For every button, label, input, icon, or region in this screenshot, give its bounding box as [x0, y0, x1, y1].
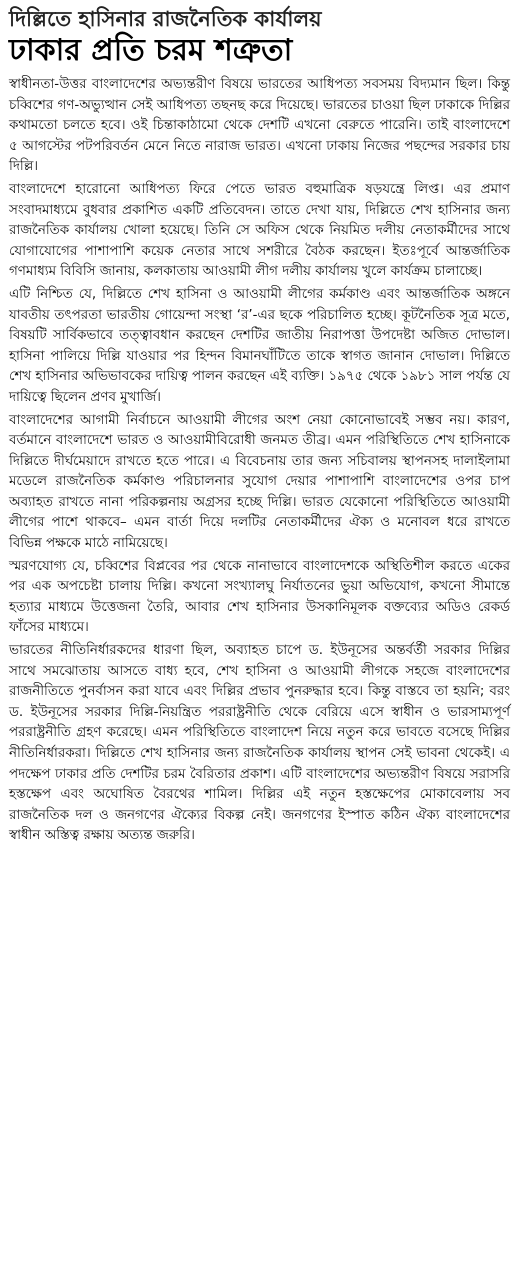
paragraph-2: বাংলাদেশে হারোনো আধিপত্য ফিরে পেতে ভারত বহুমাত্রিক ষড়যন্ত্রে লিপ্ত। এর প্রমাণ সংবাদমাধ্যমে বুধবার প্রকাশিত একটি প্রতিবেদন। তাতে দেখা যায়, দিল্লিতে শেখ হাসিনার জন্য রাজনৈতিক কার্যালয় খোলা হয়েছে। তিনি সে অফিস থেকে নিয়মিত দলীয় নেতাকর্মীদের সাথে যোগাযোগের পাশাপাশি কয়েক নেতার সাথে সশরীরে বৈঠক করছেন। ইতঃপূর্বে আন্তর্জাতিক গণমাধ্যম বিবিসি জানায়, কলকাতায় আওয়ামী লীগ দলীয় কার্যালয় খুলে কার্যক্রম চালাচ্ছে। [9, 181, 510, 280]
article-kicker: দিল্লিতে হাসিনার রাজনৈতিক কার্যালয় [9, 7, 322, 31]
paragraph-3: এটি নিশ্চিত যে, দিল্লিতে শেখ হাসিনা ও আওয়ামী লীগের কর্মকাণ্ড এবং আন্তর্জাতিক অঙ্গনে যাবতীয় তৎপরতা ভারতীয় গোয়েন্দা সংস্থা ‘র’-এর ছকে পরিচালিত হচ্ছে। কূটনৈতিক সূত্র মতে, বিষয়টি সার্বিকভাবে তত্ত্বাবধান করছেন দেশটির জাতীয় নিরাপত্তা উপদেষ্টা অজিত দোভাল। হাসিনা পালিয়ে দিল্লি যাওয়ার পর হিন্দন বিমানঘাঁটিতে তাকে স্বাগত জানান দোভাল। দিল্লিতে শেখ হাসিনার অভিভাবকের দায়িত্ব পালন করছেন এই ব্যক্তি। ১৯৭৫ থেকে ১৯৮১ সাল পর্যন্ত যে দায়িত্বে ছিলেন প্রণব মুখার্জি। [9, 286, 510, 405]
article-headline: ঢাকার প্রতি চরম শত্রুতা [9, 33, 293, 68]
paragraph-5: স্মরণযোগ্য যে, চব্বিশের বিপ্লবের পর থেকে নানাভাবে বাংলাদেশকে অস্থিতিশীল করতে একের পর এক অপচেষ্টা চালায় দিল্লি। কখনো সংখ্যালঘু নির্যাতনের ভুয়া অভিযোগ, কখনো সীমান্তে হত্যার মাধ্যমে উত্তেজনা তৈরি, আবার শেখ হাসিনার উসকানিমূলক বক্তব্যের অডিও রেকর্ড ফাঁসের মাধ্যমে। [9, 558, 510, 636]
paragraph-6: ভারতের নীতিনির্ধারকদের ধারণা ছিল, অব্যাহত চাপে ড. ইউনূসের অন্তর্বর্তী সরকার দিল্লির সাথে সমঝোতায় আসতে বাধ্য হবে, শেখ হাসিনা ও আওয়ামী লীগকে সহজে বাংলাদেশের রাজনীতিতে পুনর্বাসন করা যাবে এবং দিল্লির প্রভাব পুনরুদ্ধার হবে। কিন্তু বাস্তবে তা হয়নি; বরং ড. ইউনূসের সরকার দিল্লি-নিয়ন্ত্রিত পররাষ্ট্রনীতি থেকে বেরিয়ে এসে স্বাধীন ও ভারসাম্যপূর্ণ পররাষ্ট্রনীতি গ্রহণ করেছে। এমন পরিস্থিতিতে বাংলাদেশ নিয়ে নতুন করে ভাবতে বসেছে দিল্লির নীতিনির্ধারকরা। দিল্লিতে শেখ হাসিনার জন্য রাজনৈতিক কার্যালয় স্থাপন সেই ভাবনা থেকেই। এ পদক্ষেপ ঢাকার প্রতি দেশটির চরম বৈরিতার প্রকাশ। এটি বাংলাদেশের অভ্যন্তরীণ বিষয়ে সরাসরি হস্তক্ষেপ এবং অঘোষিত বৈরথের শামিল। দিল্লির এই নতুন হস্তক্ষেপের মোকাবেলায় সব রাজনৈতিক দল ও জনগণের ঐক্যের বিকল্প নেই। জনগণের ইস্পাত কঠিন ঐক্য বাংলাদেশের স্বাধীন অস্তিত্ব রক্ষায় অত্যন্ত জরুরি। [9, 643, 510, 844]
paragraph-1: স্বাধীনতা-উত্তর বাংলাদেশের অভ্যন্তরীণ বিষয়ে ভারতের আধিপত্য সবসময় বিদ্যমান ছিল। কিন্তু চব্বিশের গণ-অভ্যুত্থান সেই আধিপত্য তছনছ করে দিয়েছে। ভারতের চাওয়া ছিল ঢাকাকে দিল্লির কথামতো চলতে হবে। ওই চিন্তাকাঠামো থেকে দেশটি এখনো বেরুতে পারেনি। তাই বাংলাদেশে ৫ আগস্টের পটপরিবর্তন মেনে নিতে নারাজ ভারত। এখনো ঢাকায় নিজের পছন্দের সরকার চায় দিল্লি। [9, 77, 510, 175]
paragraph-4: বাংলাদেশের আগামী নির্বাচনে আওয়ামী লীগের অংশ নেয়া কোনোভাবেই সম্ভব নয়। কারণ, বর্তমানে বাংলাদেশে ভারত ও আওয়ামীবিরোধী জনমত তীব্র। এমন পরিস্থিতিতে শেখ হাসিনাকে দিল্লিতে দীর্ঘমেয়াদে রাখতে হতে পারে। এ বিবেচনায় তার জন্য সচিবালয় স্থাপনসহ দালাইলামা মডেলে রাজনৈতিক কর্মকাণ্ড পরিচালনার সুযোগ দেয়ার পাশাপাশি বাংলাদেশের ওপর চাপ অব্যাহত রাখতে নানা পরিকল্পনায় অগ্রসর হচ্ছে দিল্লি। ভারত যেকোনো পরিস্থিতিতে আওয়ামী লীগের পাশে থাকবে– এমন বার্তা দিয়ে দলটির নেতাকর্মীদের ঐক্য ও মনোবল ধরে রাখতে বিভিন্ন পক্ষকে মাঠে নামিয়েছে। [9, 412, 510, 552]
article-body [9, 75, 510, 847]
